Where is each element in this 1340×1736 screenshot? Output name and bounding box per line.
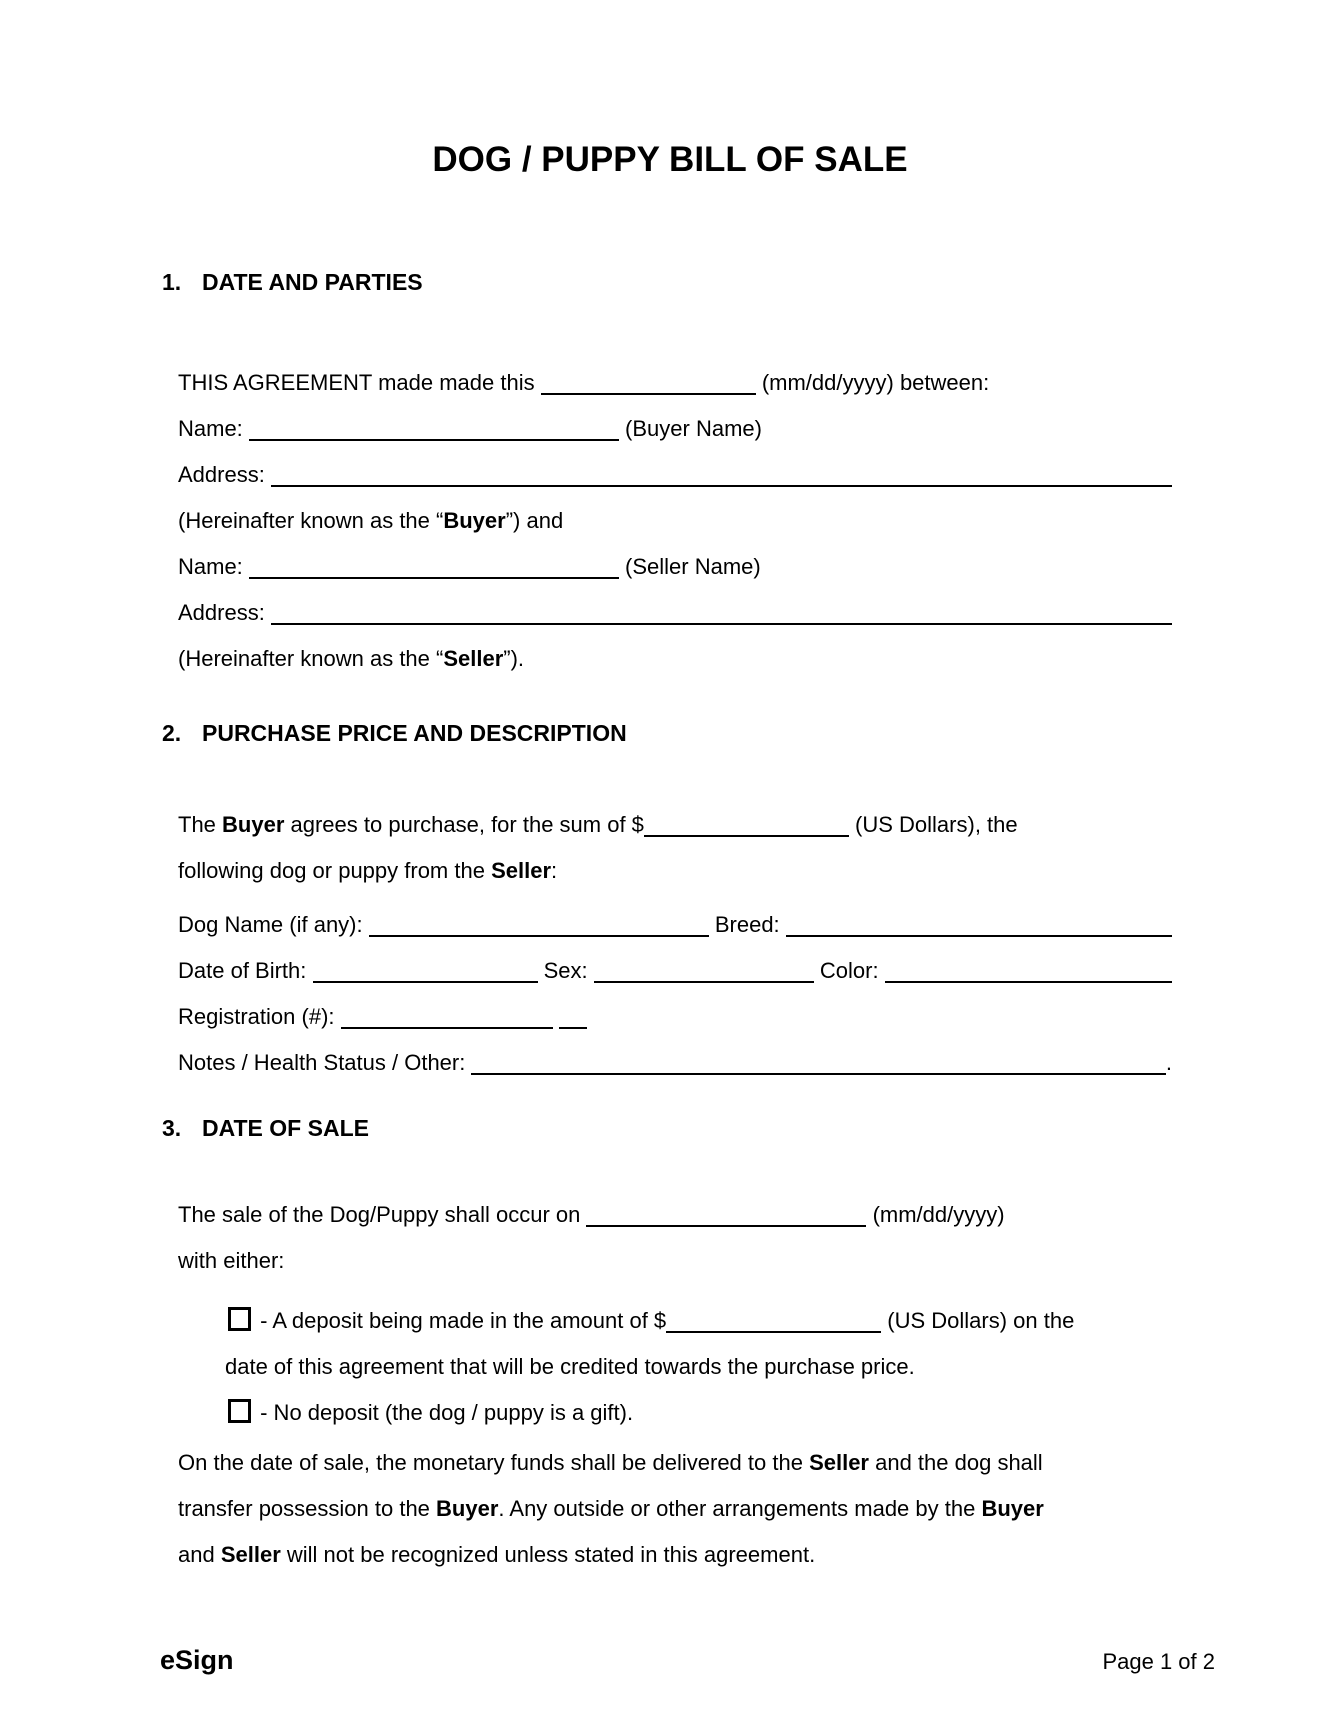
section-1 [162,268,1172,682]
text: date of this agreement that will be credited towards the purchase price. [225,1354,915,1379]
text: Dog Name (if any): [178,912,369,937]
page-number-label: Page 1 of 2 [1102,1649,1215,1674]
deposit-amount-blank[interactable] [666,1319,881,1333]
sex-blank[interactable] [594,969,814,983]
text: Notes / Health Status / Other: [178,1050,472,1075]
section-heading-label: DATE AND PARTIES [202,269,423,295]
section-number: 2. [162,720,182,746]
section-1-body [178,360,1172,682]
notes-line [178,1040,1172,1086]
text: . Any outside or other arrangements made by the [498,1496,982,1521]
text: On the date of sale, the monetary funds shall be delivered to the [178,1450,810,1475]
with-either-line [178,1238,1172,1284]
document-sections [0,268,1340,1578]
buyer-address-line [178,452,1172,498]
section-3-heading [162,1114,1172,1142]
text: The sale of the Dog/Puppy shall occur on [178,1202,587,1227]
text: ”) and [505,508,564,533]
text: Sex: [537,958,594,983]
text: Breed: [708,912,786,937]
text: Date of Birth: [178,958,313,983]
buyer-name-blank[interactable] [249,427,619,441]
text: (US Dollars) on the [881,1308,1075,1333]
section-number: 3. [162,1115,182,1141]
section-3 [162,1114,1172,1578]
sale-date-blank[interactable] [586,1213,866,1227]
text: : [551,858,558,883]
breed-blank[interactable] [786,923,1172,937]
dog-name-breed-line [178,902,1172,948]
bold-text: Seller [809,1450,869,1475]
text: (Hereinafter known as the “ [178,646,444,671]
dog-name-blank[interactable] [369,923,709,937]
bold-text: Buyer [222,812,285,837]
section-3-body [178,1192,1172,1578]
section-2-body [178,802,1172,1086]
bold-text: Seller [443,646,504,671]
text: transfer possession to the [178,1496,437,1521]
date-of-birth-blank[interactable] [313,969,538,983]
dob-sex-color-line [178,948,1172,994]
bold-text: Seller [220,1542,281,1567]
text: (mm/dd/yyyy) [866,1202,1005,1227]
notes-health-status-blank[interactable] [471,1061,1165,1075]
text: Name: [178,554,249,579]
deposit-option-line [178,1298,1172,1344]
deposit-option-cont-line [178,1344,1172,1390]
section-number: 1. [162,269,182,295]
agreement-date-blank[interactable] [541,381,756,395]
text: THIS AGREEMENT made made this [178,370,541,395]
document-title: DOG / PUPPY BILL OF SALE [432,140,908,179]
text: (Hereinafter known as the “ [178,508,444,533]
section-heading-label: PURCHASE PRICE AND DESCRIPTION [202,720,627,746]
bold-text: Buyer [436,1496,499,1521]
no-deposit-option-line [178,1390,1172,1436]
seller-address-blank[interactable] [271,611,1172,625]
text: Address: [178,600,271,625]
text: Address: [178,462,271,487]
deposit-checkbox[interactable] [228,1307,251,1331]
text: ”). [503,646,525,671]
page-footer [160,1645,1215,1676]
section-2 [162,719,1172,1086]
agreement-date-line [178,360,1172,406]
registration-number-blank[interactable] [341,1015,553,1029]
seller-name-blank[interactable] [249,565,619,579]
bold-text: Seller [491,858,552,883]
bold-text: Buyer [981,1496,1044,1521]
seller-name-line [178,544,1172,590]
section-2-heading [162,719,1172,747]
section-heading-label: DATE OF SALE [202,1115,369,1141]
text: . [1165,1050,1172,1075]
text: following dog or puppy from the [178,858,492,883]
text: Name: [178,416,249,441]
text: Registration (#): [178,1004,341,1029]
text: - A deposit being made in the amount of $ [254,1308,667,1333]
buyer-name-line [178,406,1172,452]
seller-hereinafter-line [178,636,1172,682]
purchase-price-line-2 [178,848,1172,894]
no-deposit-checkbox[interactable] [228,1399,251,1423]
text: will not be recognized unless stated in this agreement. [280,1542,816,1567]
text: and [178,1542,221,1567]
registration-line [178,994,1172,1040]
date-of-sale-para-line-2 [178,1486,1172,1532]
text: - No deposit (the dog / puppy is a gift). [254,1400,634,1425]
date-of-sale-para-line-3 [178,1532,1172,1578]
buyer-address-blank[interactable] [271,473,1172,487]
text: (mm/dd/yyyy) between: [755,370,990,395]
text: with either: [178,1248,285,1273]
purchase-price-blank[interactable] [644,823,849,837]
section-1-heading [162,268,1172,296]
text: (Buyer Name) [618,416,762,441]
seller-address-line [178,590,1172,636]
text: agrees to purchase, for the sum of $ [284,812,644,837]
text: Color: [813,958,885,983]
text: The [178,812,223,837]
purchase-price-line-1 [178,802,1172,848]
esign-logo: eSign [160,1645,234,1675]
text: and the dog shall [869,1450,1043,1475]
text: (Seller Name) [618,554,761,579]
date-of-sale-para-line-1 [178,1440,1172,1486]
registration-number-blank-2[interactable] [559,1015,587,1029]
buyer-hereinafter-line [178,498,1172,544]
text: (US Dollars), the [848,812,1018,837]
sale-date-line [178,1192,1172,1238]
color-blank[interactable] [885,969,1172,983]
bold-text: Buyer [443,508,506,533]
